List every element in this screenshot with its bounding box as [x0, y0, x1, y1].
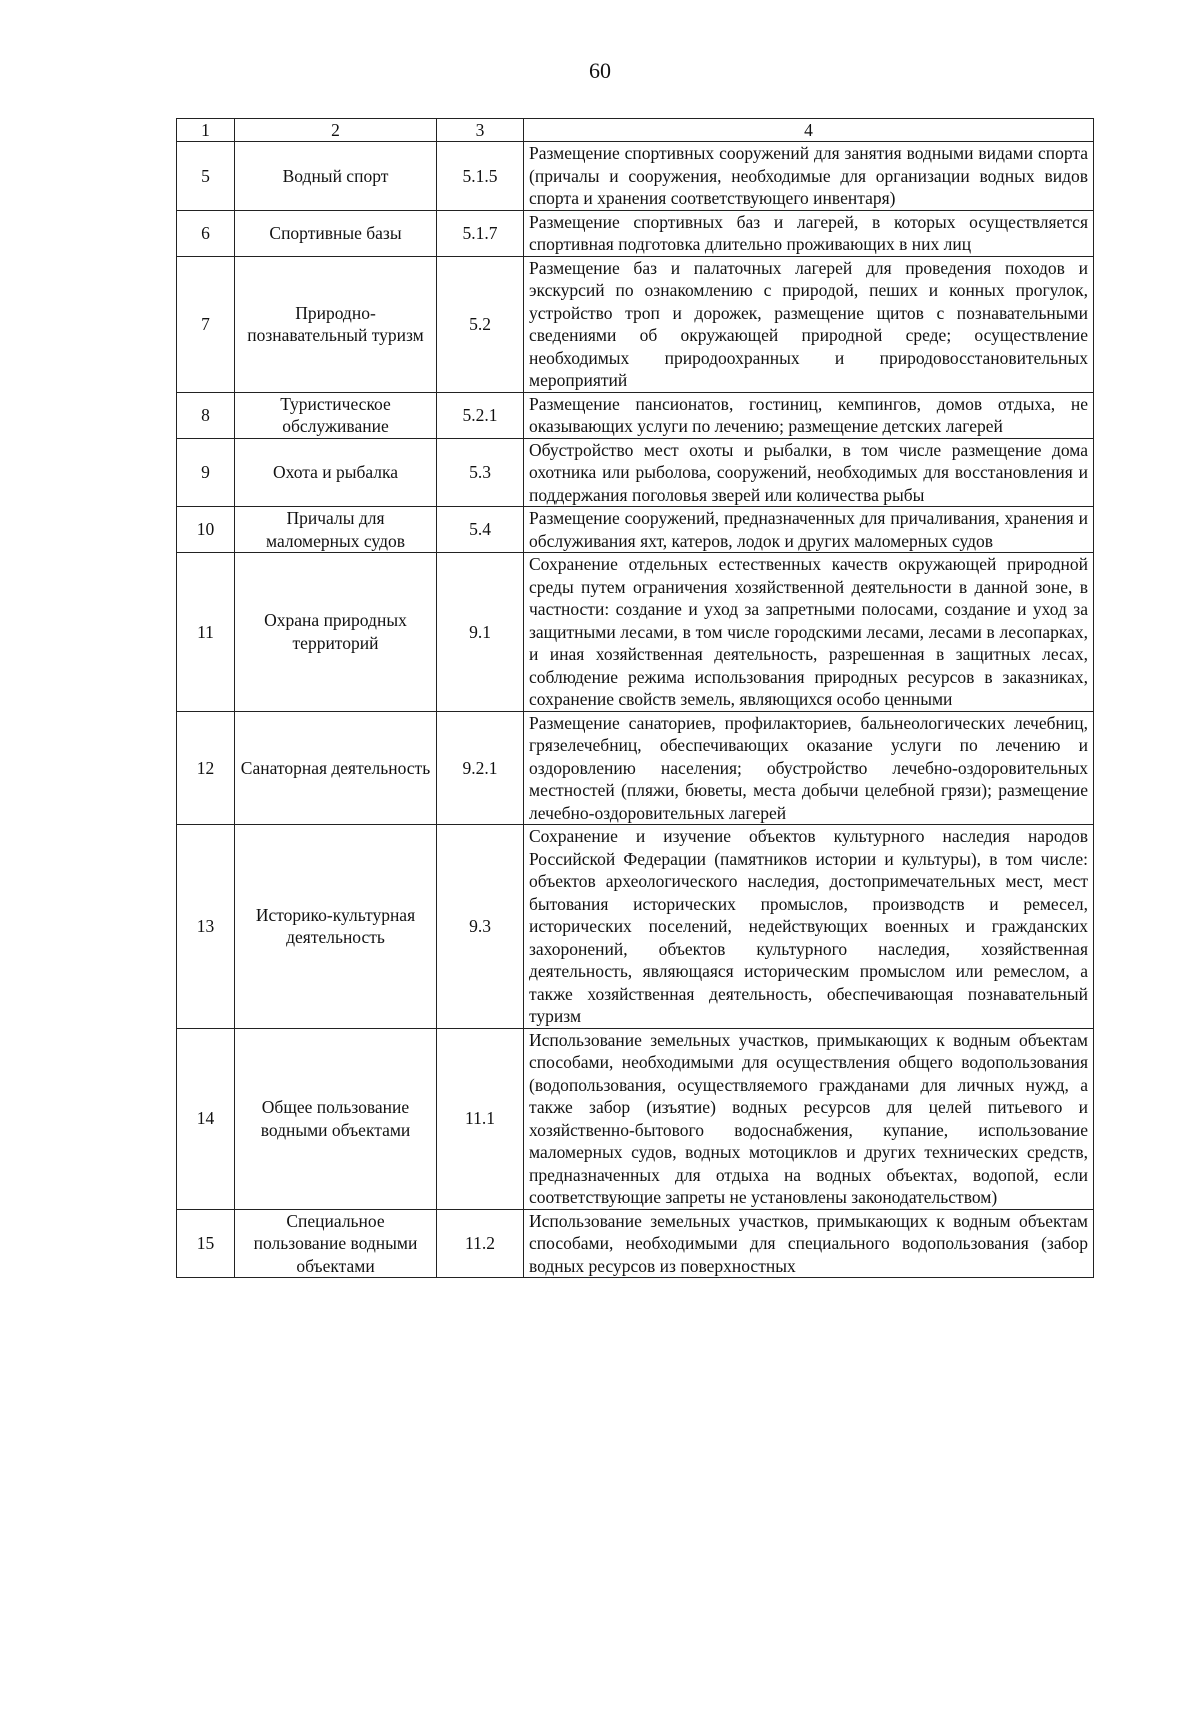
- use-type-name: Туристическое обслуживание: [235, 392, 437, 438]
- use-type-description: Размещение сооружений, предназначенных для причаливания, хранения и обслуживания яхт, катеров, лодок и других маломерных судов: [524, 507, 1094, 553]
- use-type-name: Охрана природных территорий: [235, 553, 437, 712]
- table-row: [177, 825, 1094, 1029]
- use-type-name: Природно-познавательный туризм: [235, 256, 437, 392]
- row-number: 9: [177, 438, 235, 507]
- row-number: 13: [177, 825, 235, 1029]
- row-number: 14: [177, 1028, 235, 1209]
- row-number: 7: [177, 256, 235, 392]
- use-type-description: Сохранение отдельных естественных качеств окружающей природной среды путем ограничения хозяйственной деятельности в данной зоне, в частности: создание и уход за запретными полосами, создание и уход за защитными лесами, в том числе городскими лесами, лесами в лесопарках, и иная хозяйственная деятельность, разрешенная в защитных лесах, соблюдение режима использования природных ресурсов в заказниках, сохранение свойств земель, являющихся особо ценными: [524, 553, 1094, 712]
- table-row: [177, 142, 1094, 211]
- use-type-name: Водный спорт: [235, 142, 437, 211]
- use-type-description: Размещение баз и палаточных лагерей для проведения походов и экскурсий по ознакомлению с природой, пеших и конных прогулок, устройство троп и дорожек, размещение щитов с познавательными сведениями об окружающей природной среде; осуществление необходимых природоохранных и природовосстановительных мероприятий: [524, 256, 1094, 392]
- use-type-name: Общее пользование водными объектами: [235, 1028, 437, 1209]
- table-row: [177, 438, 1094, 507]
- header-col-2: 2: [235, 119, 437, 142]
- use-type-description: Обустройство мест охоты и рыбалки, в том числе размещение дома охотника или рыболова, сооружений, необходимых для восстановления и поддержания поголовья зверей или количества рыбы: [524, 438, 1094, 507]
- use-type-name: Историко-культурная деятельность: [235, 825, 437, 1029]
- header-col-1: 1: [177, 119, 235, 142]
- header-col-4: 4: [524, 119, 1094, 142]
- row-number: 15: [177, 1209, 235, 1278]
- table-row: [177, 711, 1094, 825]
- row-number: 10: [177, 507, 235, 553]
- use-type-name: Причалы для маломерных судов: [235, 507, 437, 553]
- use-type-name: Охота и рыбалка: [235, 438, 437, 507]
- row-number: 6: [177, 210, 235, 256]
- use-type-name: Спортивные базы: [235, 210, 437, 256]
- table-row: [177, 507, 1094, 553]
- use-type-description: Размещение спортивных баз и лагерей, в которых осуществляется спортивная подготовка длительно проживающих в них лиц: [524, 210, 1094, 256]
- use-type-code: 5.2: [437, 256, 524, 392]
- use-type-description: Размещение спортивных сооружений для занятия водными видами спорта (причалы и сооружения, необходимые для организации водных видов спорта и хранения соответствующего инвентаря): [524, 142, 1094, 211]
- use-type-code: 5.2.1: [437, 392, 524, 438]
- use-type-name: Санаторная деятельность: [235, 711, 437, 825]
- use-type-code: 5.3: [437, 438, 524, 507]
- row-number: 5: [177, 142, 235, 211]
- use-type-code: 9.3: [437, 825, 524, 1029]
- table-header-row: [177, 119, 1094, 142]
- land-use-table: [176, 118, 1094, 1278]
- use-type-description: Использование земельных участков, примыкающих к водным объектам способами, необходимыми для специального водопользования (забор водных ресурсов из поверхностных: [524, 1209, 1094, 1278]
- use-type-description: Размещение санаториев, профилакториев, бальнеологических лечебниц, грязелечебниц, обеспечивающих оказание услуги по лечению и оздоровлению населения; обустройство лечебно-оздоровительных местностей (пляжи, бюветы, места добычи целебной грязи); размещение лечебно-оздоровительных лагерей: [524, 711, 1094, 825]
- row-number: 12: [177, 711, 235, 825]
- row-number: 11: [177, 553, 235, 712]
- table-row: [177, 256, 1094, 392]
- page-number: 60: [589, 58, 611, 83]
- use-type-code: 9.2.1: [437, 711, 524, 825]
- use-type-code: 5.4: [437, 507, 524, 553]
- use-type-code: 11.1: [437, 1028, 524, 1209]
- use-type-description: Размещение пансионатов, гостиниц, кемпингов, домов отдыха, не оказывающих услуги по лечению; размещение детских лагерей: [524, 392, 1094, 438]
- table-row: [177, 1209, 1094, 1278]
- table-row: [177, 1028, 1094, 1209]
- use-type-name: Специальное пользование водными объектами: [235, 1209, 437, 1278]
- use-type-code: 11.2: [437, 1209, 524, 1278]
- use-type-code: 5.1.7: [437, 210, 524, 256]
- table-row: [177, 392, 1094, 438]
- use-type-code: 5.1.5: [437, 142, 524, 211]
- header-col-3: 3: [437, 119, 524, 142]
- table-row: [177, 553, 1094, 712]
- use-type-code: 9.1: [437, 553, 524, 712]
- use-type-description: Использование земельных участков, примыкающих к водным объектам способами, необходимыми для осуществления общего водопользования (водопользования, осуществляемого гражданами для личных нужд, а также забор (изъятие) водных ресурсов для целей питьевого и хозяйственно-бытового водоснабжения, купание, использование маломерных судов, водных мотоциклов и других технических средств, предназначенных для отдыха на водных объектах, водопой, если соответствующие запреты не установлены законодательством): [524, 1028, 1094, 1209]
- table-row: [177, 210, 1094, 256]
- use-type-description: Сохранение и изучение объектов культурного наследия народов Российской Федерации (памятников истории и культуры), в том числе: объектов археологического наследия, достопримечательных мест, мест бытования исторических промыслов, производств и ремесел, исторических поселений, недействующих военных и гражданских захоронений, объектов культурного наследия, хозяйственная деятельность, являющаяся историческим промыслом или ремеслом, а также хозяйственная деятельность, обеспечивающая познавательный туризм: [524, 825, 1094, 1029]
- row-number: 8: [177, 392, 235, 438]
